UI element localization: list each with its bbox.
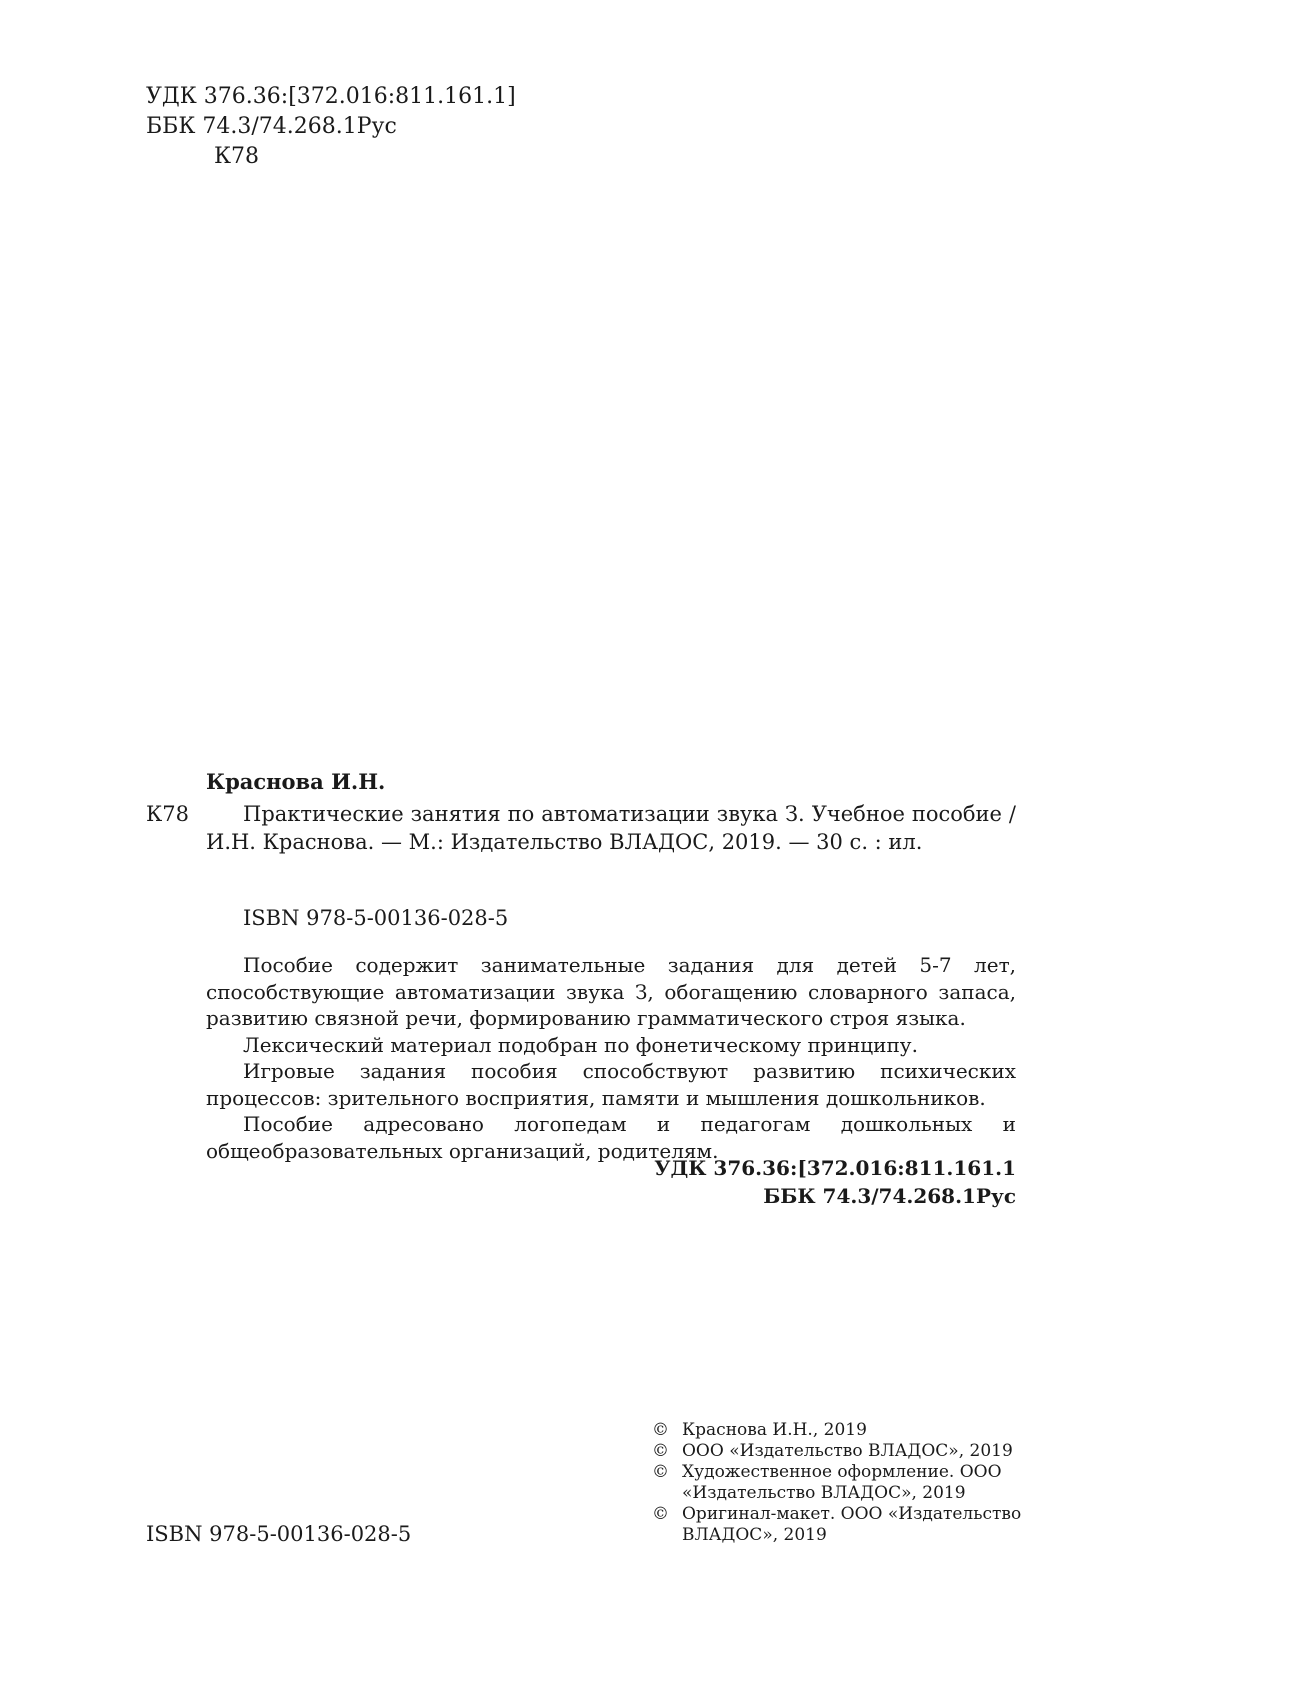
record-isbn: ISBN 978-5-00136-028-5 (243, 906, 509, 930)
annotation-paragraph: Пособие адресовано логопедам и педагогам дошкольных и общеобразовательных организаций, родителям. (206, 1112, 1016, 1163)
isbn-bottom: ISBN 978-5-00136-028-5 (146, 1522, 412, 1546)
copyright-icon: © (652, 1420, 669, 1440)
record-author-code: К78 (146, 802, 189, 826)
bbk-code: ББК 74.3/74.268.1Рус (146, 114, 397, 139)
copyright-line (652, 1441, 1032, 1462)
copyright-line (652, 1504, 1032, 1546)
copyright-text: Художественное оформление. ООО «Издательство ВЛАДОС», 2019 (682, 1462, 1002, 1503)
record-description-text: Практические занятия по автоматизации звука З. Учебное пособие / И.Н. Краснова. — М.: Издательство ВЛАДОС, 2019. — 30 с. : ил. (206, 802, 1016, 854)
copyright-text: Краснова И.Н., 2019 (682, 1420, 867, 1440)
annotation (206, 952, 1016, 1164)
udk-code: УДК 376.36:[372.016:811.161.1] (146, 84, 516, 109)
footer-classification-codes (654, 1154, 1016, 1210)
copyright-icon: © (652, 1441, 669, 1461)
footer-bbk-code: ББК 74.3/74.268.1Рус (763, 1184, 1016, 1208)
copyright-line (652, 1420, 1032, 1441)
copyright-icon: © (652, 1462, 669, 1482)
copyright-line (652, 1462, 1032, 1504)
copyright-block (652, 1420, 1032, 1546)
author-code: К78 (214, 144, 260, 169)
annotation-paragraph: Пособие содержит занимательные задания для детей 5-7 лет, способствующие автоматизации звука З, обогащению словарного запаса, развитию связной речи, формированию грамматического строя языка. (206, 953, 1016, 1030)
record-author: Краснова И.Н. (206, 769, 386, 794)
footer-udk-code: УДК 376.36:[372.016:811.161.1 (654, 1156, 1016, 1180)
annotation-paragraph: Игровые задания пособия способствуют развитию психических процессов: зрительного восприятия, памяти и мышления дошкольников. (206, 1059, 1016, 1110)
copyright-text: Оригинал-макет. ООО «Издательство ВЛАДОС», 2019 (682, 1504, 1022, 1545)
header-classification-codes (146, 82, 516, 172)
copyright-text: ООО «Издательство ВЛАДОС», 2019 (682, 1441, 1013, 1461)
record-description (206, 800, 1016, 856)
copyright-icon: © (652, 1504, 669, 1524)
annotation-paragraph: Лексический материал подобран по фонетическому принципу. (243, 1032, 918, 1057)
